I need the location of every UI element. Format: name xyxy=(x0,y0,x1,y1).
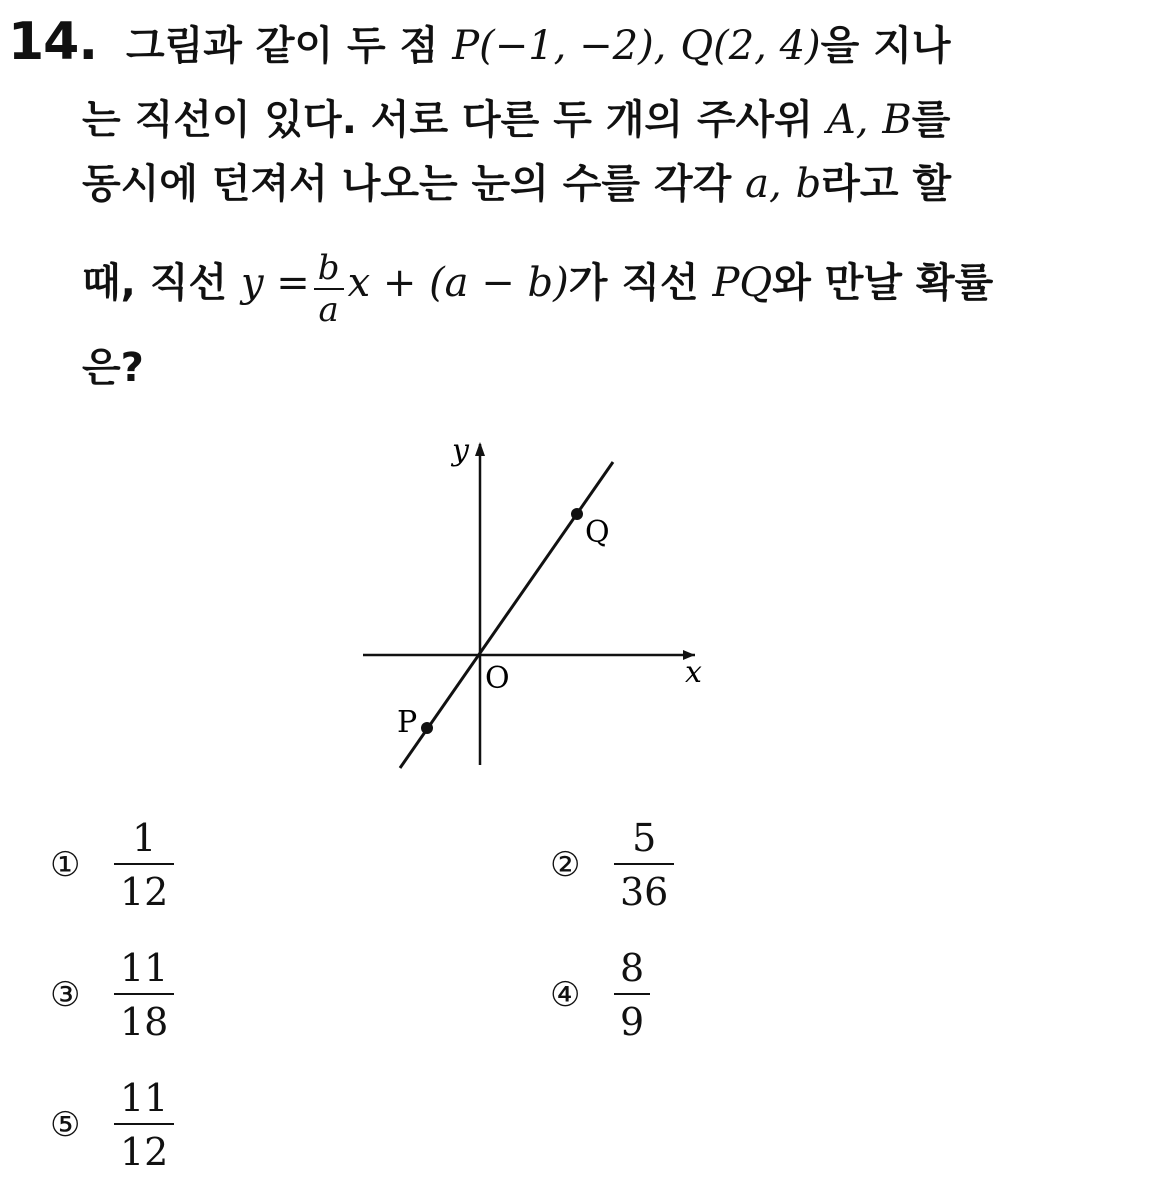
point-p-coord: P(−1, −2), xyxy=(452,23,667,69)
point-q-coord: Q(2, 4) xyxy=(680,23,821,69)
problem-text: 라고 할 xyxy=(821,161,952,207)
equation-lhs: y = xyxy=(240,260,310,306)
var-a: a, xyxy=(745,161,782,207)
problem-text: 동시에 던져서 나오는 눈의 수를 각각 xyxy=(82,161,746,207)
line-pq-label: PQ xyxy=(712,260,773,306)
problem-line-1 xyxy=(126,22,951,70)
slope-numerator: b xyxy=(314,248,344,290)
point-p-label: P xyxy=(397,705,418,740)
problem-line-3 xyxy=(82,160,951,208)
slope-denominator: a xyxy=(318,290,339,330)
point-q-label: Q xyxy=(585,515,610,550)
point-q xyxy=(571,508,583,520)
choice-marker: ④ xyxy=(550,975,581,1015)
problem-text: 을 지나 xyxy=(820,23,951,69)
choice-2[interactable] xyxy=(550,815,674,915)
choice-5[interactable] xyxy=(50,1075,174,1175)
choice-marker: ① xyxy=(50,845,81,885)
slope-fraction xyxy=(314,248,344,330)
y-axis-label: y xyxy=(452,433,469,468)
choice-1[interactable] xyxy=(50,815,174,915)
problem-text: 가 직선 xyxy=(568,260,713,306)
numerator: 8 xyxy=(614,945,650,995)
problem-text: 를 xyxy=(911,97,951,143)
equation-rest: x + (a − b) xyxy=(347,260,569,306)
y-axis-arrow xyxy=(475,442,485,456)
problem-text: 는 직선이 있다. 서로 다른 두 개의 주사위 xyxy=(82,97,827,143)
numerator: 11 xyxy=(114,945,174,995)
denominator: 12 xyxy=(120,1130,169,1174)
problem-line-2 xyxy=(82,96,950,144)
choice-fraction xyxy=(114,1075,174,1175)
problem-text: 와 만날 확률 xyxy=(772,260,994,306)
origin-label: O xyxy=(485,661,510,696)
numerator: 11 xyxy=(114,1075,174,1125)
var-b: b xyxy=(795,161,822,207)
problem-text: 때, 직선 xyxy=(82,260,241,306)
denominator: 36 xyxy=(620,870,669,914)
choice-fraction xyxy=(114,815,174,915)
choice-marker: ⑤ xyxy=(50,1105,81,1145)
problem-number: 14. xyxy=(8,12,98,72)
choice-fraction xyxy=(114,945,174,1045)
choice-fraction xyxy=(614,945,650,1045)
numerator: 1 xyxy=(114,815,174,865)
choice-marker: ② xyxy=(550,845,581,885)
line-pq xyxy=(400,462,613,768)
numerator: 5 xyxy=(614,815,674,865)
coordinate-figure xyxy=(355,430,715,780)
choice-fraction xyxy=(614,815,674,915)
problem-line-4 xyxy=(82,244,994,330)
choice-4[interactable] xyxy=(550,945,650,1045)
problem-line-5: 은? xyxy=(82,345,144,391)
point-p xyxy=(421,722,433,734)
problem-text: 그림과 같이 두 점 xyxy=(126,23,453,69)
x-axis-label: x xyxy=(685,655,702,690)
choice-3[interactable] xyxy=(50,945,174,1045)
denominator: 9 xyxy=(620,1000,645,1044)
choice-marker: ③ xyxy=(50,975,81,1015)
die-b-label: B xyxy=(882,97,912,143)
denominator: 12 xyxy=(120,870,169,914)
denominator: 18 xyxy=(120,1000,169,1044)
die-a-label: A, xyxy=(826,97,869,143)
